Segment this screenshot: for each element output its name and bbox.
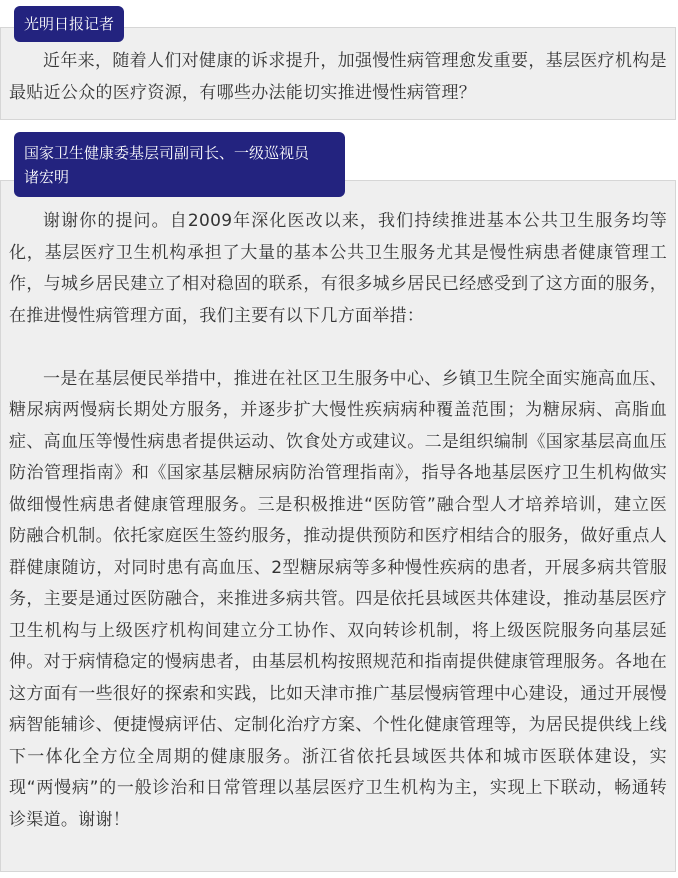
- answer-panel: [0, 180, 676, 872]
- answer-paragraph-intro: 谢谢你的提问。自2009年深化医改以来，我们持续推进基本公共卫生服务均等化，基层医疗卫生机构承担了大量的基本公共卫生服务尤其是慢性病患者健康管理工作，与城乡居民建立了相对稳固的联系，有很多城乡居民已经感受到了这方面的服务，在推进慢性病管理方面，我们主要有以下几方面举措：: [9, 211, 667, 326]
- question-text: 近年来，随着人们对健康的诉求提升，加强慢性病管理愈发重要，基层医疗机构是最贴近公众的医疗资源，有哪些办法能切实推进慢性病管理？: [9, 51, 667, 103]
- speaker-name: 诸宏明: [24, 168, 70, 186]
- speaker-badge-reporter: [14, 6, 124, 42]
- answer-paragraph-measures: 一是在基层便民举措中，推进在社区卫生服务中心、乡镇卫生院全面实施高血压、糖尿病两慢病长期处方服务，并逐步扩大慢性疾病病种覆盖范围；为糖尿病、高脂血症、高血压等慢性病患者提供运动、饮食处方或建议。二是组织编制《国家基层高血压防治管理指南》和《国家基层糖尿病防治管理指南》，指导各地基层医疗卫生机构做实做细慢性病患者健康管理服务。三是积极推进“医防管”融合型人才培养培训，建立医防融合机制。依托家庭医生签约服务，推动提供预防和医疗相结合的服务，做好重点人群健康随访，对同时患有高血压、2型糖尿病等多种慢性疾病的患者，开展多病共管服务，主要是通过医防融合，来推进多病共管。四是依托县域医共体建设，推动基层医疗卫生机构与上级医疗机构间建立分工协作、双向转诊机制，将上级医院服务向基层延伸。对于病情稳定的慢病患者，由基层机构按照规范和指南提供健康管理服务。各地在这方面有一些很好的探索和实践，比如天津市推广基层慢病管理中心建设，通过开展慢病智能辅诊、便捷慢病评估、定制化治疗方案、个性化健康管理等，为居民提供线上线下一体化全方位全周期的健康服务。浙江省依托县域医共体和城市医联体建设，实现“两慢病”的一般诊治和日常管理以基层医疗卫生机构为主，实现上下联动，畅通转诊渠道。谢谢！: [9, 368, 667, 830]
- speaker-label: 光明日报记者: [24, 15, 115, 33]
- speaker-title: 国家卫生健康委基层司副司长、一级巡视员: [24, 144, 310, 162]
- speaker-badge-official: [14, 132, 345, 197]
- paragraph-spacer: [9, 332, 667, 364]
